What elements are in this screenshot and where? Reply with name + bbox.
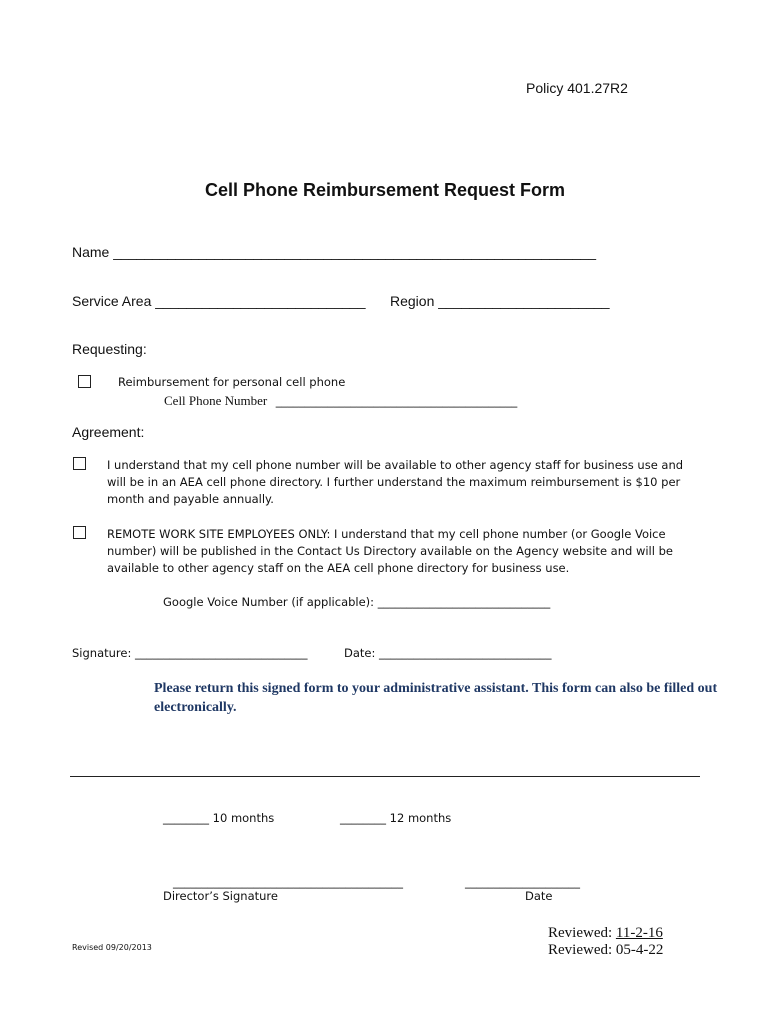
service-area-field[interactable] xyxy=(72,293,366,309)
agreement-2-checkbox[interactable] xyxy=(73,526,86,539)
date-label: Date: xyxy=(344,646,376,660)
reviewed-date-2: 05-4-22 xyxy=(615,942,664,958)
region-label: Region xyxy=(390,293,435,309)
reviewed-line-2 xyxy=(548,942,663,959)
twelve-months-label: 12 months xyxy=(389,811,452,825)
twelve-months-field[interactable] xyxy=(340,811,451,825)
name-blank[interactable]: ______________________________________________________________ xyxy=(113,244,596,260)
name-field[interactable] xyxy=(72,244,596,260)
agreement-2-text: REMOTE WORK SITE EMPLOYEES ONLY: I understand that my cell phone number (or Google Voice number) will be published in the Contact Us Directory available on the Agency website and will be available to other agency staff on the AEA cell phone directory for business use. xyxy=(107,527,673,575)
cell-phone-number-blank[interactable]: __________________________________________ xyxy=(275,394,518,408)
signature-label: Signature: xyxy=(72,646,132,660)
service-area-label: Service Area xyxy=(72,293,152,309)
director-signature-blank[interactable]: ________________________________________ xyxy=(173,875,403,889)
form-title: Cell Phone Reimbursement Request Form xyxy=(204,180,566,200)
reimbursement-checkbox[interactable] xyxy=(78,375,91,388)
reviewed-line-1 xyxy=(548,925,663,942)
reviewed-label-2: Reviewed: xyxy=(548,942,613,958)
cell-phone-number-field[interactable] xyxy=(164,392,517,410)
reviewed-date-1: 11-2-16 xyxy=(615,925,663,941)
reimbursement-option-label: Reimbursement for personal cell phone xyxy=(118,375,346,389)
requesting-label: Requesting: xyxy=(72,341,147,357)
reviewed-label-1: Reviewed: xyxy=(548,925,613,941)
revised-date: Revised 09/20/2013 xyxy=(72,943,152,952)
office-date-blank[interactable]: ____________________ xyxy=(465,875,580,889)
date-blank[interactable]: ______________________________ xyxy=(379,646,552,660)
region-field[interactable] xyxy=(390,293,610,309)
google-voice-field[interactable] xyxy=(163,595,550,609)
google-voice-label: Google Voice Number (if applicable): xyxy=(163,595,375,609)
ten-months-blank[interactable]: ________ xyxy=(163,811,209,825)
section-divider xyxy=(70,776,700,777)
cell-phone-number-label: Cell Phone Number xyxy=(164,393,268,408)
return-note: Please return this signed form to your administrative assistant. This form can also be filled out electronically. xyxy=(154,681,718,715)
agreement-1-checkbox[interactable] xyxy=(73,457,86,470)
date-field[interactable] xyxy=(344,646,552,660)
ten-months-label: 10 months xyxy=(212,811,275,825)
name-label: Name xyxy=(72,244,110,260)
director-signature-label: Director’s Signature xyxy=(163,889,278,903)
google-voice-blank[interactable]: ______________________________ xyxy=(377,595,551,609)
signature-field[interactable] xyxy=(72,646,308,660)
agreement-1-text: I understand that my cell phone number will be available to other agency staff for business use and will be in an AEA cell phone directory. I further understand the maximum reimbursement is $10 per month and payable annually. xyxy=(107,458,684,506)
office-date-label: Date xyxy=(525,889,553,903)
region-blank[interactable]: ______________________ xyxy=(438,293,610,309)
ten-months-field[interactable] xyxy=(163,811,274,825)
agreement-label: Agreement: xyxy=(72,424,145,440)
service-area-blank[interactable]: ___________________________ xyxy=(155,293,366,309)
twelve-months-blank[interactable]: ________ xyxy=(340,811,386,825)
signature-blank[interactable]: ______________________________ xyxy=(135,646,308,660)
policy-number: Policy 401.27R2 xyxy=(526,80,628,96)
